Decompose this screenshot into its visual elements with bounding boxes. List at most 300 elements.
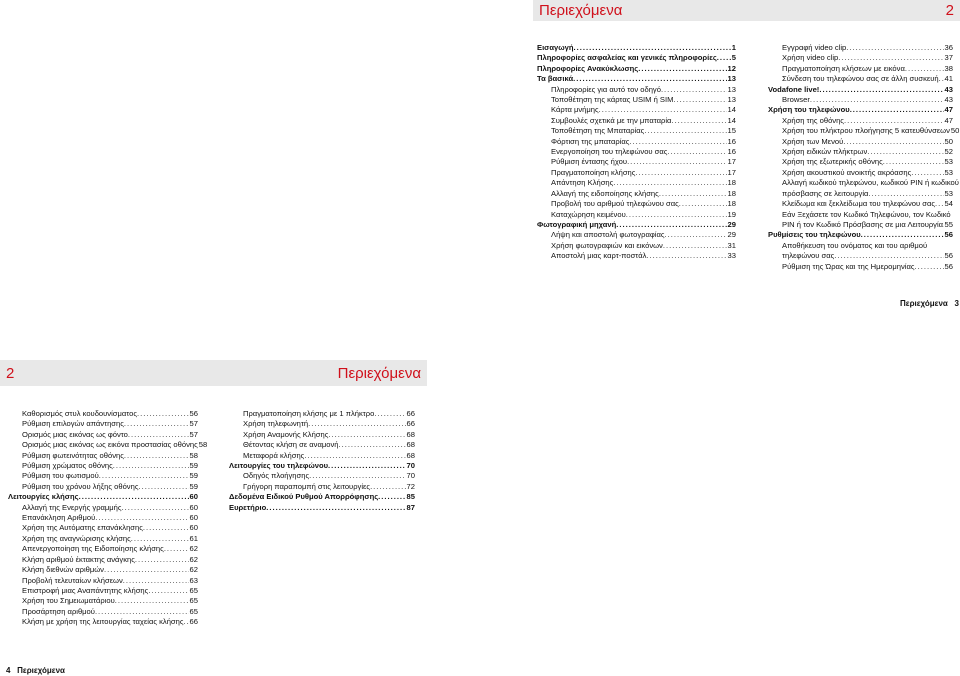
toc-entry-page: 16 [727,147,736,157]
toc-entry [8,523,198,533]
toc-leader-dots [328,461,406,471]
toc-entry [537,147,736,157]
toc-entry-title: Χρήση της Αυτόματης επανάκλησης [22,523,143,533]
toc-entry-page: 57 [189,419,198,429]
toc-entry [537,116,736,126]
toc-entry-page: 55 [944,219,953,229]
toc-entry-title: Λειτουργίες του τηλεφώνου [229,461,329,471]
toc-entry-title: Επανάκληση Αριθμού [22,513,96,523]
toc-entry [768,116,953,126]
toc-leader-dots [671,116,726,126]
toc-entry-title: Χρήση του πλήκτρου πλοήγησης 5 κατευθύνσεων [782,126,950,136]
toc-entry [537,64,736,74]
toc-entry-title: Πληροφορίες ασφαλείας και γενικές πληροφορίες [537,53,717,63]
toc-entry-page: 50 [944,136,953,146]
toc-entry-title: Γρήγορη παραπομπή στις λειτουργίες [243,481,371,491]
toc-entry [768,147,953,157]
toc-entry-title: Χρήση της οθόνης [782,115,844,125]
toc-entry [8,419,198,429]
toc-entry [229,409,415,419]
toc-entry [8,440,208,450]
toc-entry [768,85,953,95]
toc-entry-page: 12 [727,63,736,73]
toc-entry-page: 18 [727,178,736,188]
toc-entry-page: 5 [731,53,736,63]
toc-leader-dots [374,409,405,419]
toc-entry [537,74,736,84]
toc-entry [768,178,959,188]
toc-entry-title: Τοποθέτηση της Μπαταρίας [551,126,645,136]
toc-entry-page: 50 [950,126,960,136]
toc-entry-title: Ρύθμιση επιλογών απάντησης [22,419,124,429]
toc-entry [8,513,198,523]
top-footer-label: Περιεχόμενα [900,299,948,308]
toc-entry [8,482,198,492]
toc-entry-title: Αλλαγή της Ενεργής γραμμής [22,502,122,512]
toc-entry-title: πρόσβασης σε λειτουργία [782,188,869,198]
toc-leader-dots [843,137,943,147]
toc-entry-title: Αλλαγή κωδικού τηλεφώνου, κωδικού PIN ή κωδικού [782,178,959,188]
toc-entry-page: 68 [406,440,415,450]
toc-entry-page: 59 [189,461,198,471]
toc-column-2 [768,43,960,272]
toc-entry-page: 29 [727,230,736,240]
toc-column-1 [537,43,736,262]
toc-entry-page: 54 [944,199,953,209]
toc-leader-dots [148,586,188,596]
toc-leader-dots [128,430,189,440]
toc-entry [229,482,415,492]
toc-leader-dots [638,64,726,74]
toc-entry-page: 58 [189,450,198,460]
toc-leader-dots [819,85,943,95]
toc-entry-page: 56 [189,409,198,418]
toc-entry-title: Απενεργοποίηση της Ειδοποίησης κλήσης [22,544,164,554]
toc-leader-dots [665,230,727,240]
toc-leader-dots [370,482,405,492]
toc-entry-title: τηλεφώνου σας [782,251,835,261]
toc-entry [537,199,736,209]
toc-entry [768,199,953,209]
toc-entry-page: 13 [727,74,736,84]
toc-leader-dots [646,251,726,261]
toc-column-3 [8,409,208,628]
toc-entry [8,430,198,440]
toc-entry-title: Προσάρτηση αριθμού [22,606,95,616]
toc-entry-title: Τοποθέτηση της κάρτας USIM ή SIM [551,95,674,105]
toc-leader-dots [846,43,943,53]
bottom-footer-label: Περιεχόμενα [17,666,65,675]
toc-leader-dots [104,565,189,575]
toc-entry [8,451,198,461]
toc-entry-title: Καθορισμός στυλ κουδουνίσματος [22,409,138,418]
toc-entry [768,251,953,261]
toc-leader-dots [911,168,943,178]
toc-entry [8,596,198,606]
bottom-page-number: 2 [6,364,15,382]
toc-entry [537,210,736,220]
toc-leader-dots [667,147,726,157]
toc-entry-page: 29 [727,219,736,229]
toc-entry [537,220,736,230]
toc-entry-title: Εισαγωγή [537,43,574,52]
toc-entry-title: Σύνδεση του τηλεφώνου σας σε άλλη συσκευή [782,74,939,84]
toc-entry-title: Φωτογραφική μηχανή [537,219,617,229]
toc-entry-page: 62 [189,565,198,575]
toc-entry [537,178,736,188]
toc-leader-dots [659,189,727,199]
toc-entry [8,586,198,596]
toc-entry [537,126,736,136]
toc-entry-page: 14 [727,105,736,115]
toc-entry-title: Αποστολή μιας καρτ-ποστάλ [551,251,647,261]
toc-leader-dots [838,53,943,63]
toc-leader-dots [883,157,944,167]
toc-entry-page: 62 [189,554,198,564]
toc-entry-page: 1 [731,43,736,52]
toc-entry-page: 68 [406,429,415,439]
toc-entry [8,555,198,565]
toc-leader-dots [308,419,405,429]
toc-entry-title: Ορισμός μιας εικόνας ως φόντο [22,429,128,439]
toc-entry-title: Συμβουλές σχετικά με την μπαταρία [551,115,672,125]
toc-entry [768,220,953,230]
toc-entry-page: 53 [944,157,953,167]
toc-entry [8,607,198,617]
toc-entry-page: 37 [944,53,953,63]
toc-entry [768,168,953,178]
toc-entry-title: Ευρετήριο [229,502,267,512]
toc-entry-page: 16 [727,136,736,146]
toc-entry [768,137,953,147]
bottom-page-footer [6,666,65,675]
toc-entry [768,43,953,53]
toc-entry-title: Χρήση των Μενού [782,136,844,146]
toc-entry [768,53,953,63]
toc-leader-dots [629,137,726,147]
toc-entry-page: 47 [944,115,953,125]
toc-entry-title: PIN ή τον Κωδικό Πρόσβασης σε μια Λειτουργία [782,219,944,229]
toc-entry-title: Χρήση του τηλεφώνου [768,105,850,115]
toc-entry-page: 61 [189,533,198,543]
toc-leader-dots [717,53,731,63]
toc-entry-page: 62 [189,544,198,554]
toc-leader-dots [338,440,405,450]
toc-entry [537,137,736,147]
toc-entry-title: Ρύθμιση του χρόνου λήξης οθόνης [22,481,139,491]
toc-leader-dots [137,409,189,419]
toc-entry-title: Χρήση ειδικών πλήκτρων [782,147,868,157]
toc-entry-page: 60 [189,513,198,523]
toc-leader-dots [122,503,189,513]
toc-entry-page: 57 [189,429,198,439]
toc-leader-dots [135,555,189,565]
toc-entry-page: 60 [189,523,198,533]
toc-entry [768,74,953,84]
toc-entry-title: Ρυθμίσεις του τηλεφώνου [768,230,861,240]
toc-entry-page: 68 [406,450,415,460]
toc-entry-page: 65 [189,596,198,606]
toc-leader-dots [115,596,189,606]
toc-entry-title: Ρύθμιση του φωτισμού [22,471,99,481]
toc-entry [8,544,198,554]
bottom-page-title: Περιεχόμενα [337,364,421,382]
toc-entry [8,471,198,481]
top-page-footer [900,299,959,308]
toc-leader-dots [266,503,405,513]
toc-entry-page: 63 [189,575,198,585]
toc-entry [537,85,736,95]
toc-leader-dots [164,544,189,554]
toc-entry-title: Δεδομένα Ειδικού Ρυθμού Απορρόφησης [229,492,379,502]
toc-entry-page: 31 [727,240,736,250]
toc-entry [229,430,415,440]
toc-entry [229,492,415,502]
toc-entry-title: Πραγματοποίηση κλήσης με 1 πλήκτρο [243,409,375,418]
toc-entry [768,105,953,115]
toc-entry-page: 72 [406,481,415,491]
toc-entry-page: 60 [189,492,198,502]
toc-entry-title: Χρήση τηλεφωνητή [243,419,309,429]
toc-entry [768,230,953,240]
toc-leader-dots [124,419,189,429]
toc-entry-page: 70 [406,471,415,481]
toc-leader-dots [867,147,943,157]
toc-leader-dots [378,492,405,502]
toc-entry-page: 66 [189,617,198,627]
toc-entry [8,503,198,513]
toc-entry-title: Χρήση φωτογραφιών και εικόνων [551,240,663,250]
toc-leader-dots [95,607,189,617]
toc-entry-title: Browser [782,95,810,105]
toc-leader-dots [626,210,727,220]
toc-entry [537,251,736,261]
bottom-footer-page: 4 [6,666,11,675]
toc-entry-title: Ρύθμιση χρώματος οθόνης [22,461,113,471]
toc-entry-title: Πληροφορίες Ανακύκλωσης [537,63,639,73]
toc-entry [8,534,198,544]
toc-entry [8,409,198,419]
toc-entry-page: 56 [944,230,953,240]
toc-entry-page: 15 [727,126,736,136]
toc-leader-dots [627,157,726,167]
toc-entry-page: 53 [944,188,953,198]
toc-leader-dots [95,513,188,523]
toc-leader-dots [905,64,944,74]
toc-entry-page: 59 [189,481,198,491]
toc-entry-title: Κλείδωμα και ξεκλείδωμα του τηλεφώνου σας [782,199,935,209]
toc-entry-title: Χρήση Αναμονής Κλήσης [243,429,329,439]
toc-leader-dots [573,74,726,84]
toc-entry-title: Κάρτα μνήμης [551,105,599,115]
toc-leader-dots [635,168,726,178]
toc-leader-dots [124,451,189,461]
toc-entry-title: Αποθήκευση του ονόματος και του αριθμού [782,240,928,250]
toc-entry [537,157,736,167]
toc-entry [537,241,736,251]
toc-entry [8,461,198,471]
toc-entry-page: 66 [406,419,415,429]
toc-entry-page: 17 [727,157,736,167]
toc-entry-title: Ορισμός μιας εικόνας ως εικόνα προστασίας οθόνης [22,440,198,450]
toc-entry-page: 47 [944,105,953,115]
toc-entry [229,440,415,450]
toc-entry-title: Ρύθμιση της Ώρας και της Ημερομηνίας [782,261,915,271]
toc-entry-title: Ρύθμιση έντασης ήχου [551,157,628,167]
toc-entry [768,95,953,105]
toc-entry-page: 59 [189,471,198,481]
toc-leader-dots [113,461,189,471]
toc-entry-title: Αλλαγή της ειδοποίησης κλήσης [551,188,659,198]
toc-leader-dots [844,116,944,126]
toc-entry-page: 52 [944,147,953,157]
toc-entry [768,157,953,167]
toc-entry [768,262,953,272]
toc-leader-dots [143,523,189,533]
toc-entry-page: 70 [406,461,415,471]
toc-leader-dots [661,85,727,95]
toc-entry-page: 33 [727,251,736,261]
toc-leader-dots [309,471,405,481]
toc-entry-title: Καταχώρηση κειμένου [551,209,626,219]
toc-entry [768,189,953,199]
toc-entry-page: 65 [189,585,198,595]
toc-entry-title: Κλήση αριθμού έκτακτης ανάγκης [22,554,135,564]
toc-entry-page: 13 [727,84,736,94]
toc-leader-dots [850,105,944,115]
toc-leader-dots [810,95,944,105]
toc-entry-page: 43 [944,95,953,105]
toc-entry [8,565,198,575]
toc-leader-dots [79,492,189,502]
toc-entry [768,126,960,136]
toc-leader-dots [679,199,727,209]
toc-entry-title: Πραγματοποίηση κλήσεων με εικόνα [782,63,905,73]
toc-entry-page: 17 [727,167,736,177]
toc-leader-dots [861,230,944,240]
toc-leader-dots [131,534,189,544]
toc-entry-page: 58 [198,440,208,450]
toc-entry-title: Οδηγός πλοήγησης [243,471,310,481]
toc-entry-page: 60 [189,502,198,512]
toc-entry [768,64,953,74]
toc-entry-page: 53 [944,167,953,177]
toc-entry-title: Χρήση της αναγνώρισης κλήσης [22,533,131,543]
toc-entry [768,241,953,251]
toc-entry-title: Χρήση του Σημειωματάριου [22,596,115,606]
toc-entry [537,168,736,178]
toc-entry [537,105,736,115]
top-page-header [533,0,960,21]
toc-entry-page: 38 [944,63,953,73]
top-page-title: Περιεχόμενα [539,2,623,19]
toc-entry-title: Μεταφορά κλήσης [243,450,305,460]
toc-entry [229,471,415,481]
toc-entry-title: Ρύθμιση φωτεινότητας οθόνης [22,450,124,460]
toc-entry [229,503,415,513]
toc-leader-dots [574,43,731,53]
toc-entry-title: Ενεργοποίηση του τηλεφώνου σας [551,147,668,157]
toc-entry-title: Χρήση της εξωτερικής οθόνης [782,157,883,167]
toc-leader-dots [99,471,189,481]
toc-leader-dots [123,576,189,586]
toc-entry-title: Προβολή του αριθμού τηλεφώνου σας [551,199,679,209]
toc-entry [229,461,415,471]
toc-entry [229,419,415,429]
toc-leader-dots [613,178,726,188]
toc-entry-page: 85 [406,492,415,502]
top-footer-page: 3 [954,299,959,308]
toc-leader-dots [304,451,405,461]
toc-entry-title: Φόρτιση της μπαταρίας [551,136,630,146]
toc-entry-page: 66 [406,409,415,418]
toc-leader-dots [915,262,944,272]
toc-entry-title: Κλήση διεθνών αριθμών [22,565,104,575]
toc-leader-dots [868,189,943,199]
toc-leader-dots [663,241,727,251]
bottom-page-header [0,360,427,386]
toc-entry-page: 43 [944,84,953,94]
toc-entry-title: Επιστροφή μιας Αναπάντητης κλήσης [22,585,149,595]
toc-entry [537,189,736,199]
toc-entry-title: Πληροφορίες για αυτό τον οδηγό [551,84,661,94]
toc-entry-title: Πραγματοποίηση κλήσης [551,167,636,177]
toc-entry-title: Προβολή τελευταίων κλήσεων [22,575,123,585]
toc-entry-title: Χρήση video clip [782,53,839,63]
toc-leader-dots [138,482,188,492]
toc-leader-dots [834,251,943,261]
toc-entry-title: Χρήση ακουστικού ανοικτής ακρόασης [782,167,912,177]
toc-column-4 [229,409,415,513]
toc-entry-title: Vodafone live! [768,84,820,94]
toc-leader-dots [673,95,726,105]
toc-entry [8,492,198,502]
toc-entry [8,576,198,586]
toc-leader-dots [935,199,944,209]
toc-entry-title: Θέτοντας κλήση σε αναμονή [243,440,339,450]
toc-entry-title: Απάντηση Κλήσης [551,178,614,188]
toc-entry-page: 13 [727,95,736,105]
top-page-number: 2 [945,2,954,19]
toc-entry [768,210,953,220]
toc-entry [229,451,415,461]
toc-entry-page: 56 [944,261,953,271]
toc-entry [537,230,736,240]
toc-entry-title: Εάν Ξεχάσετε τον Κωδικό Τηλεφώνου, τον Κωδικό [782,209,951,219]
toc-entry-title: Τα βασικά [537,74,574,84]
toc-entry [537,95,736,105]
toc-leader-dots [616,220,726,230]
toc-entry-page: 87 [406,502,415,512]
toc-entry-title: Λειτουργίες κλήσης [8,492,79,502]
toc-leader-dots [328,430,405,440]
toc-entry-page: 19 [727,209,736,219]
toc-entry-page: 18 [727,199,736,209]
toc-entry-page: 36 [944,43,953,52]
toc-entry-page: 56 [944,251,953,261]
toc-entry-page: 18 [727,188,736,198]
toc-entry-title: Λήψη και αποστολή φωτογραφίας [551,230,665,240]
toc-leader-dots [644,126,726,136]
toc-entry [537,53,736,63]
toc-entry-page: 14 [727,115,736,125]
toc-entry [8,617,198,627]
toc-entry-title: Εγγραφή video clip [782,43,847,52]
toc-entry [537,43,736,53]
toc-entry-page: 65 [189,606,198,616]
toc-entry-title: Κλήση με χρήση της λειτουργίας ταχείας κλήσης [22,617,184,627]
toc-entry-page: 41 [944,74,953,84]
